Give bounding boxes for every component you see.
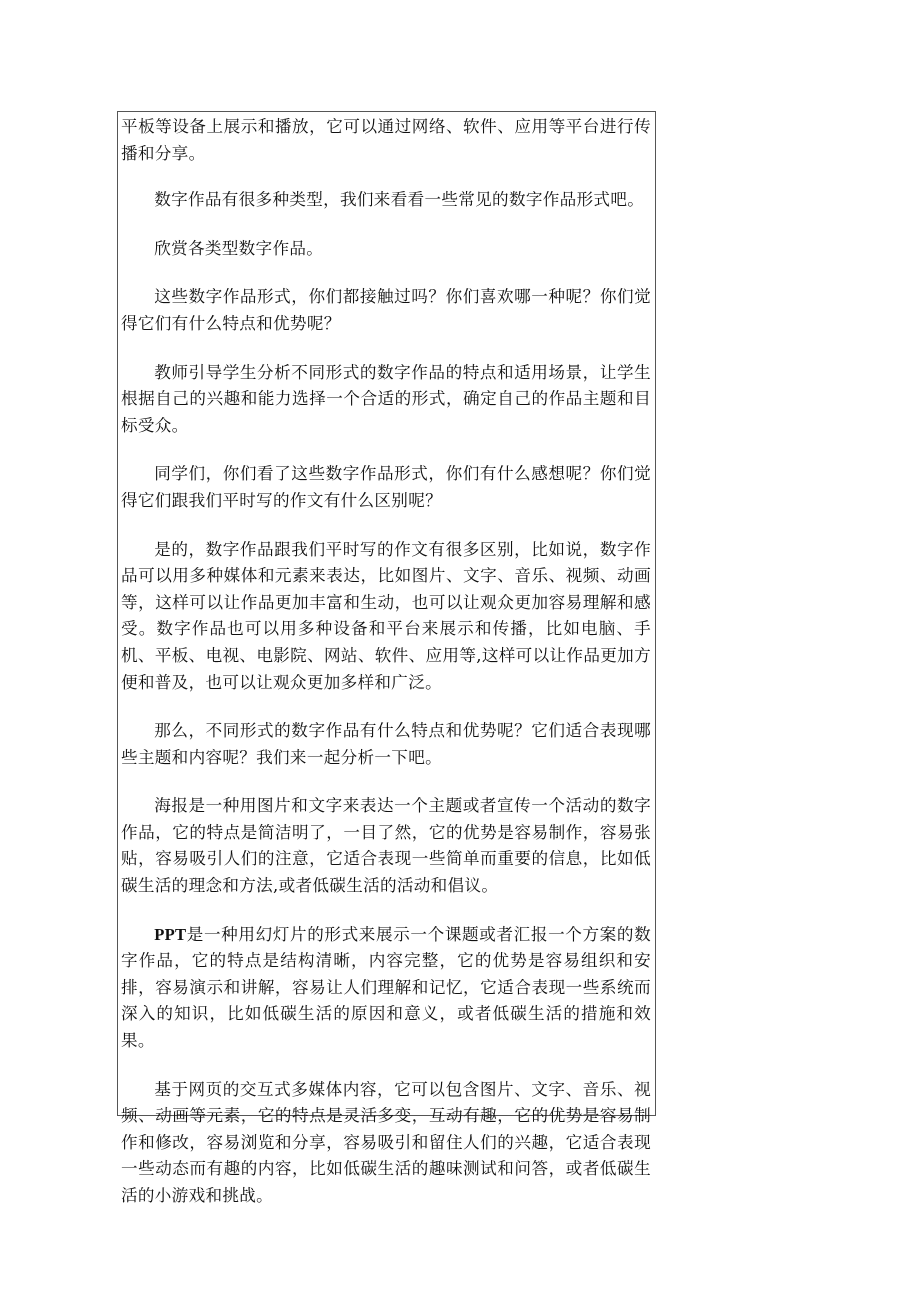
paragraph-web-interactive: 基于网页的交互式多媒体内容，它可以包含图片、文字、音乐、视频、动画等元素，它的特点是灵活多变，互动有趣，它的优势是容易制作和修改，容易浏览和分享，容易吸引和留住人们的兴趣，它适合表现一些动态而有趣的内容，比如低碳生活的趣味测试和问答，或者低碳生活的小游戏和挑战。 [121, 1079, 651, 1205]
paragraph-types-intro: 数字作品有很多种类型，我们来看看一些常见的数字作品形式吧。 [154, 190, 645, 210]
ppt-description: 是一种用幻灯片的形式来展示一个课题或者汇报一个方案的数字作品，它的特点是结构清晰，内容完整，它的优势是容易组织和安排，容易演示和讲解，容易让人们理解和记忆，它适合表现一些系统而深入的知识，比如低碳生活的原因和意义，或者低碳生活的措施和效果。 [121, 924, 651, 1051]
paragraph-ppt [121, 922, 651, 1055]
ppt-term: PPT [154, 924, 187, 944]
paragraph-question-feelings: 同学们，你们看了这些数字作品形式，你们有什么感想呢？你们觉得它们跟我们平时写的作文有什么区别呢？ [121, 464, 651, 510]
paragraph-teacher-guide: 教师引导学生分析不同形式的数字作品的特点和适用场景，让学生根据自己的兴趣和能力选择一个合适的形式，确定自己的作品主题和目标受众。 [121, 362, 651, 435]
lesson-text-box [117, 111, 656, 1205]
paragraph-appreciate: 欣赏各类型数字作品。 [154, 238, 324, 258]
paragraph-poster: 海报是一种用图片和文字来表达一个主题或者宣传一个活动的数字作品，它的特点是简洁明了，一目了然，它的优势是容易制作，容易张贴，容易吸引人们的注意，它适合表现一些简单而重要的信息，比如低碳生活的理念和方法,或者低碳生活的活动和倡议。 [121, 796, 651, 896]
paragraph-differences: 是的，数字作品跟我们平时写的作文有很多区别，比如说，数字作品可以用多种媒体和元素来表达，比如图片、文字、音乐、视频、动画等，这样可以让作品更加丰富和生动，也可以让观众更加容易理解和感受。数字作品也可以用多种设备和平台来展示和传播，比如电脑、手机、平板、电视、电影院、网站、软件、应用等,这样可以让作品更加方便和普及，也可以让观众更加多样和广泛。 [121, 539, 651, 692]
paragraph-analysis-intro: 那么，不同形式的数字作品有什么特点和优势呢？它们适合表现哪些主题和内容呢？我们来一起分析一下吧。 [121, 721, 651, 767]
paragraph-continuation: 平板等设备上展示和播放，它可以通过网络、软件、应用等平台进行传播和分享。 [121, 117, 651, 163]
paragraph-question-contact: 这些数字作品形式，你们都接触过吗？你们喜欢哪一种呢？你们觉得它们有什么特点和优势呢？ [121, 287, 651, 333]
